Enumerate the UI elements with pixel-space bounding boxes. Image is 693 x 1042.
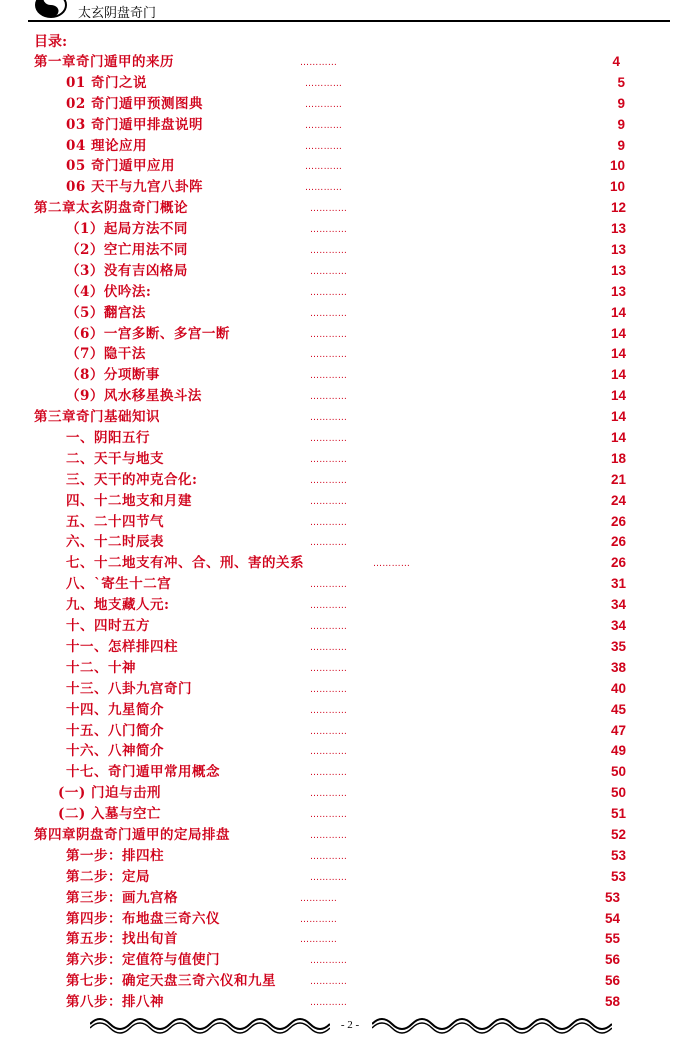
toc-entry-label: （5）翻宫法 bbox=[66, 304, 146, 321]
toc-entry bbox=[0, 115, 693, 136]
toc-entry bbox=[0, 658, 693, 679]
toc-dot-leader: ………… bbox=[310, 454, 348, 465]
toc-page-number: 26 bbox=[610, 534, 626, 550]
toc-entry bbox=[0, 888, 693, 909]
toc-entry-label: 第一章奇门遁甲的来历 bbox=[34, 54, 174, 70]
toc-entry-label: 十三、八卦九宫奇门 bbox=[66, 680, 192, 697]
toc-entry bbox=[0, 783, 693, 804]
toc-entry-label: 十五、八门简介 bbox=[66, 722, 164, 739]
page-header bbox=[28, 0, 670, 22]
toc-entry-label: 01 奇门之说 bbox=[66, 74, 147, 91]
toc-entry-label: 十七、奇门遁甲常用概念 bbox=[66, 764, 220, 781]
toc-entry bbox=[0, 846, 693, 867]
toc-page-number: 13 bbox=[610, 221, 626, 237]
toc-entry-label: 第三章奇门基础知识 bbox=[34, 409, 160, 426]
toc-entry bbox=[0, 282, 693, 303]
toc-entry bbox=[0, 52, 693, 73]
toc-dot-leader: ………… bbox=[310, 329, 348, 340]
page-number: - 2 - bbox=[340, 1019, 360, 1031]
toc-dot-leader: ………… bbox=[310, 726, 348, 737]
toc-dot-leader: ………… bbox=[310, 350, 348, 361]
toc-page-number: 34 bbox=[610, 618, 626, 634]
toc-entry-label: 第六步：定值符与值使门 bbox=[66, 952, 220, 969]
toc-entry-label: 03 奇门遁甲排盘说明 bbox=[66, 116, 203, 133]
toc-entry-label: （7）隐干法 bbox=[66, 346, 146, 363]
toc-entry bbox=[0, 177, 693, 198]
toc-entry bbox=[0, 741, 693, 762]
toc-dot-leader: ………… bbox=[310, 517, 348, 528]
toc-dot-leader: ………… bbox=[305, 141, 343, 152]
toc-page-number: 14 bbox=[610, 367, 626, 383]
toc-entry bbox=[0, 971, 693, 992]
toc-entry-label: 06 天干与九宫八卦阵 bbox=[66, 179, 203, 196]
toc-entry-label: 十四、九星简介 bbox=[66, 701, 164, 718]
toc-dot-leader: ………… bbox=[300, 893, 338, 904]
toc-entry-label: 二、天干与地支 bbox=[66, 450, 164, 467]
toc-entry-label: 十二、十神 bbox=[66, 659, 136, 676]
toc-entry-label: 04 理论应用 bbox=[66, 137, 147, 154]
toc-page-number: 14 bbox=[610, 346, 626, 362]
toc-entry-label: 05 奇门遁甲应用 bbox=[66, 158, 175, 175]
toc-entry bbox=[0, 365, 693, 386]
toc-page-number: 50 bbox=[610, 764, 626, 780]
toc-dot-leader: ………… bbox=[310, 998, 348, 1009]
toc-page-number: 14 bbox=[610, 325, 626, 341]
toc-dot-leader: ………… bbox=[310, 705, 348, 716]
toc-dot-leader: ………… bbox=[310, 496, 348, 507]
toc-entry bbox=[0, 303, 693, 324]
toc-page-number: 49 bbox=[610, 743, 626, 759]
toc-dot-leader: ………… bbox=[310, 413, 348, 424]
toc-entry bbox=[0, 929, 693, 950]
toc-entry bbox=[0, 825, 693, 846]
toc-page-number: 13 bbox=[610, 242, 626, 258]
toc-entry-label: 八、`寄生十二宫 bbox=[66, 576, 172, 593]
toc-dot-leader: ………… bbox=[310, 642, 348, 653]
toc-page-number: 5 bbox=[617, 74, 625, 90]
toc-entry-label: 第七步：确定天盘三奇六仪和九星 bbox=[66, 973, 276, 990]
toc-entry-label: (二) 入墓与空亡 bbox=[58, 806, 161, 823]
toc-page-number: 24 bbox=[610, 492, 626, 508]
toc-entry bbox=[0, 470, 693, 491]
toc-page-number: 54 bbox=[604, 910, 620, 926]
toc-page-number: 12 bbox=[610, 200, 626, 216]
toc-dot-leader: ………… bbox=[310, 956, 348, 967]
toc-entry-label: (一) 门迫与击刑 bbox=[58, 785, 161, 802]
toc-entry-label: 第一步：排四柱 bbox=[66, 847, 164, 864]
toc-entry-label: 一、阴阳五行 bbox=[66, 430, 150, 447]
toc-entry bbox=[0, 532, 693, 553]
toc-heading: 目录: bbox=[34, 34, 68, 50]
toc-page-number: 9 bbox=[617, 116, 625, 132]
toc-page-number: 52 bbox=[610, 826, 626, 842]
scroll-ornament-icon bbox=[90, 1012, 330, 1036]
toc-entry bbox=[0, 867, 693, 888]
table-of-contents bbox=[0, 52, 693, 1013]
toc-dot-leader: ………… bbox=[310, 601, 348, 612]
toc-dot-leader: ………… bbox=[310, 768, 348, 779]
toc-page-number: 50 bbox=[610, 785, 626, 801]
toc-entry bbox=[0, 324, 693, 345]
toc-page-number: 4 bbox=[612, 54, 620, 69]
toc-dot-leader: ………… bbox=[310, 977, 348, 988]
toc-entry bbox=[0, 762, 693, 783]
toc-page-number: 40 bbox=[610, 680, 626, 696]
toc-entry bbox=[0, 261, 693, 282]
toc-dot-leader: ………… bbox=[310, 747, 348, 758]
toc-entry-label: （8）分项断事 bbox=[66, 367, 160, 384]
header-title: 太玄阴盘奇门 bbox=[78, 6, 157, 21]
toc-entry bbox=[0, 512, 693, 533]
toc-dot-leader: ………… bbox=[310, 851, 348, 862]
toc-entry bbox=[0, 637, 693, 658]
toc-entry bbox=[0, 616, 693, 637]
page-footer bbox=[90, 1012, 610, 1036]
toc-dot-leader: ………… bbox=[310, 538, 348, 549]
toc-page-number: 10 bbox=[609, 179, 625, 195]
toc-page-number: 45 bbox=[610, 701, 626, 717]
toc-entry-label: （3）没有吉凶格局 bbox=[66, 262, 188, 279]
toc-entry-label: （2）空亡用法不同 bbox=[66, 242, 188, 259]
toc-entry bbox=[0, 804, 693, 825]
toc-entry-label: 第四步：布地盘三奇六仪 bbox=[66, 910, 220, 927]
toc-dot-leader: ………… bbox=[305, 99, 343, 110]
toc-dot-leader: ………… bbox=[310, 287, 348, 298]
toc-entry-label: 十一、怎样排四柱 bbox=[66, 638, 178, 655]
toc-page-number: 14 bbox=[610, 430, 626, 446]
toc-dot-leader: ………… bbox=[310, 266, 348, 277]
toc-page-number: 14 bbox=[610, 409, 626, 425]
toc-entry-label: 九、地支藏人元: bbox=[66, 597, 170, 614]
toc-page-number: 26 bbox=[610, 555, 626, 571]
toc-entry bbox=[0, 386, 693, 407]
toc-entry bbox=[0, 449, 693, 470]
toc-entry bbox=[0, 574, 693, 595]
toc-entry-label: 十六、八神简介 bbox=[66, 743, 164, 760]
toc-entry bbox=[0, 198, 693, 219]
toc-entry bbox=[0, 136, 693, 157]
toc-entry-label: （4）伏吟法: bbox=[66, 283, 152, 300]
yin-yang-logo-icon bbox=[34, 0, 68, 18]
toc-entry bbox=[0, 679, 693, 700]
toc-entry-label: 七、十二地支有冲、合、刑、害的关系 bbox=[66, 555, 304, 572]
toc-dot-leader: ………… bbox=[305, 162, 343, 173]
toc-dot-leader: ………… bbox=[310, 810, 348, 821]
toc-dot-leader: ………… bbox=[310, 663, 348, 674]
toc-page-number: 34 bbox=[610, 597, 626, 613]
toc-page-number: 26 bbox=[610, 513, 626, 529]
toc-dot-leader: ………… bbox=[310, 830, 348, 841]
toc-entry-label: 第二步：定局 bbox=[66, 868, 150, 885]
toc-page-number: 14 bbox=[610, 388, 626, 404]
toc-page-number: 47 bbox=[610, 722, 626, 738]
toc-entry-label: 十、四时五方 bbox=[66, 618, 150, 635]
toc-dot-leader: ………… bbox=[305, 183, 343, 194]
toc-entry bbox=[0, 73, 693, 94]
toc-entry bbox=[0, 407, 693, 428]
toc-entry bbox=[0, 94, 693, 115]
toc-entry bbox=[0, 428, 693, 449]
toc-page-number: 38 bbox=[610, 659, 626, 675]
toc-dot-leader: ………… bbox=[300, 935, 338, 946]
toc-dot-leader: ………… bbox=[300, 58, 338, 68]
toc-page-number: 9 bbox=[617, 95, 625, 111]
toc-page-number: 31 bbox=[610, 576, 626, 592]
toc-entry bbox=[0, 721, 693, 742]
toc-dot-leader: ………… bbox=[310, 308, 348, 319]
toc-entry-label: 六、十二时辰表 bbox=[66, 534, 164, 551]
toc-dot-leader: ………… bbox=[310, 225, 348, 236]
toc-entry bbox=[0, 950, 693, 971]
toc-page-number: 55 bbox=[604, 931, 620, 947]
toc-entry-label: 第三步：画九宫格 bbox=[66, 889, 178, 906]
toc-dot-leader: ………… bbox=[305, 120, 343, 131]
toc-entry-label: （1）起局方法不同 bbox=[66, 221, 188, 238]
toc-dot-leader: ………… bbox=[310, 872, 348, 883]
toc-entry-label: 第八步：排八神 bbox=[66, 994, 164, 1011]
toc-dot-leader: ………… bbox=[310, 246, 348, 257]
toc-page-number: 10 bbox=[609, 158, 625, 174]
toc-entry bbox=[0, 553, 693, 574]
toc-entry bbox=[0, 240, 693, 261]
toc-entry bbox=[0, 595, 693, 616]
toc-dot-leader: ………… bbox=[310, 371, 348, 382]
toc-entry bbox=[0, 219, 693, 240]
toc-page-number: 9 bbox=[617, 137, 625, 153]
toc-entry-label: （6）一宫多断、多宫一断 bbox=[66, 325, 230, 342]
toc-dot-leader: ………… bbox=[310, 580, 348, 591]
toc-dot-leader: ………… bbox=[310, 475, 348, 486]
toc-entry-label: 四、十二地支和月建 bbox=[66, 492, 192, 509]
toc-dot-leader: ………… bbox=[300, 914, 338, 925]
toc-entry bbox=[0, 344, 693, 365]
toc-dot-leader: ………… bbox=[310, 434, 348, 445]
toc-entry-label: （9）风水移星换斗法 bbox=[66, 388, 202, 405]
toc-dot-leader: ………… bbox=[373, 559, 411, 570]
toc-page-number: 13 bbox=[610, 262, 626, 278]
toc-page-number: 56 bbox=[604, 952, 620, 968]
toc-entry-label: 三、天干的冲克合化: bbox=[66, 471, 198, 488]
toc-dot-leader: ………… bbox=[310, 789, 348, 800]
toc-entry bbox=[0, 992, 693, 1013]
toc-page-number: 13 bbox=[610, 283, 626, 299]
toc-entry bbox=[0, 491, 693, 512]
toc-entry-label: 02 奇门遁甲预测图典 bbox=[66, 95, 203, 112]
toc-page-number: 35 bbox=[610, 638, 626, 654]
toc-entry-label: 第五步：找出旬首 bbox=[66, 931, 178, 948]
toc-dot-leader: ………… bbox=[310, 622, 348, 633]
toc-dot-leader: ………… bbox=[310, 204, 348, 215]
toc-dot-leader: ………… bbox=[310, 684, 348, 695]
toc-page-number: 18 bbox=[610, 450, 626, 466]
toc-page-number: 14 bbox=[610, 304, 626, 320]
toc-page-number: 51 bbox=[610, 806, 626, 822]
toc-page-number: 53 bbox=[604, 889, 620, 905]
toc-entry bbox=[0, 156, 693, 177]
toc-dot-leader: ………… bbox=[305, 78, 343, 89]
toc-entry-label: 第四章阴盘奇门遁甲的定局排盘 bbox=[34, 826, 230, 843]
toc-page-number: 56 bbox=[604, 973, 620, 989]
scroll-ornament-icon bbox=[372, 1012, 612, 1036]
toc-page-number: 53 bbox=[610, 868, 626, 884]
toc-entry bbox=[0, 909, 693, 930]
toc-entry bbox=[0, 700, 693, 721]
toc-dot-leader: ………… bbox=[310, 392, 348, 403]
toc-page-number: 53 bbox=[610, 847, 626, 863]
toc-entry-label: 第二章太玄阴盘奇门概论 bbox=[34, 200, 188, 217]
toc-page-number: 58 bbox=[604, 994, 620, 1010]
toc-entry-label: 五、二十四节气 bbox=[66, 513, 164, 530]
toc-page-number: 21 bbox=[610, 471, 626, 487]
